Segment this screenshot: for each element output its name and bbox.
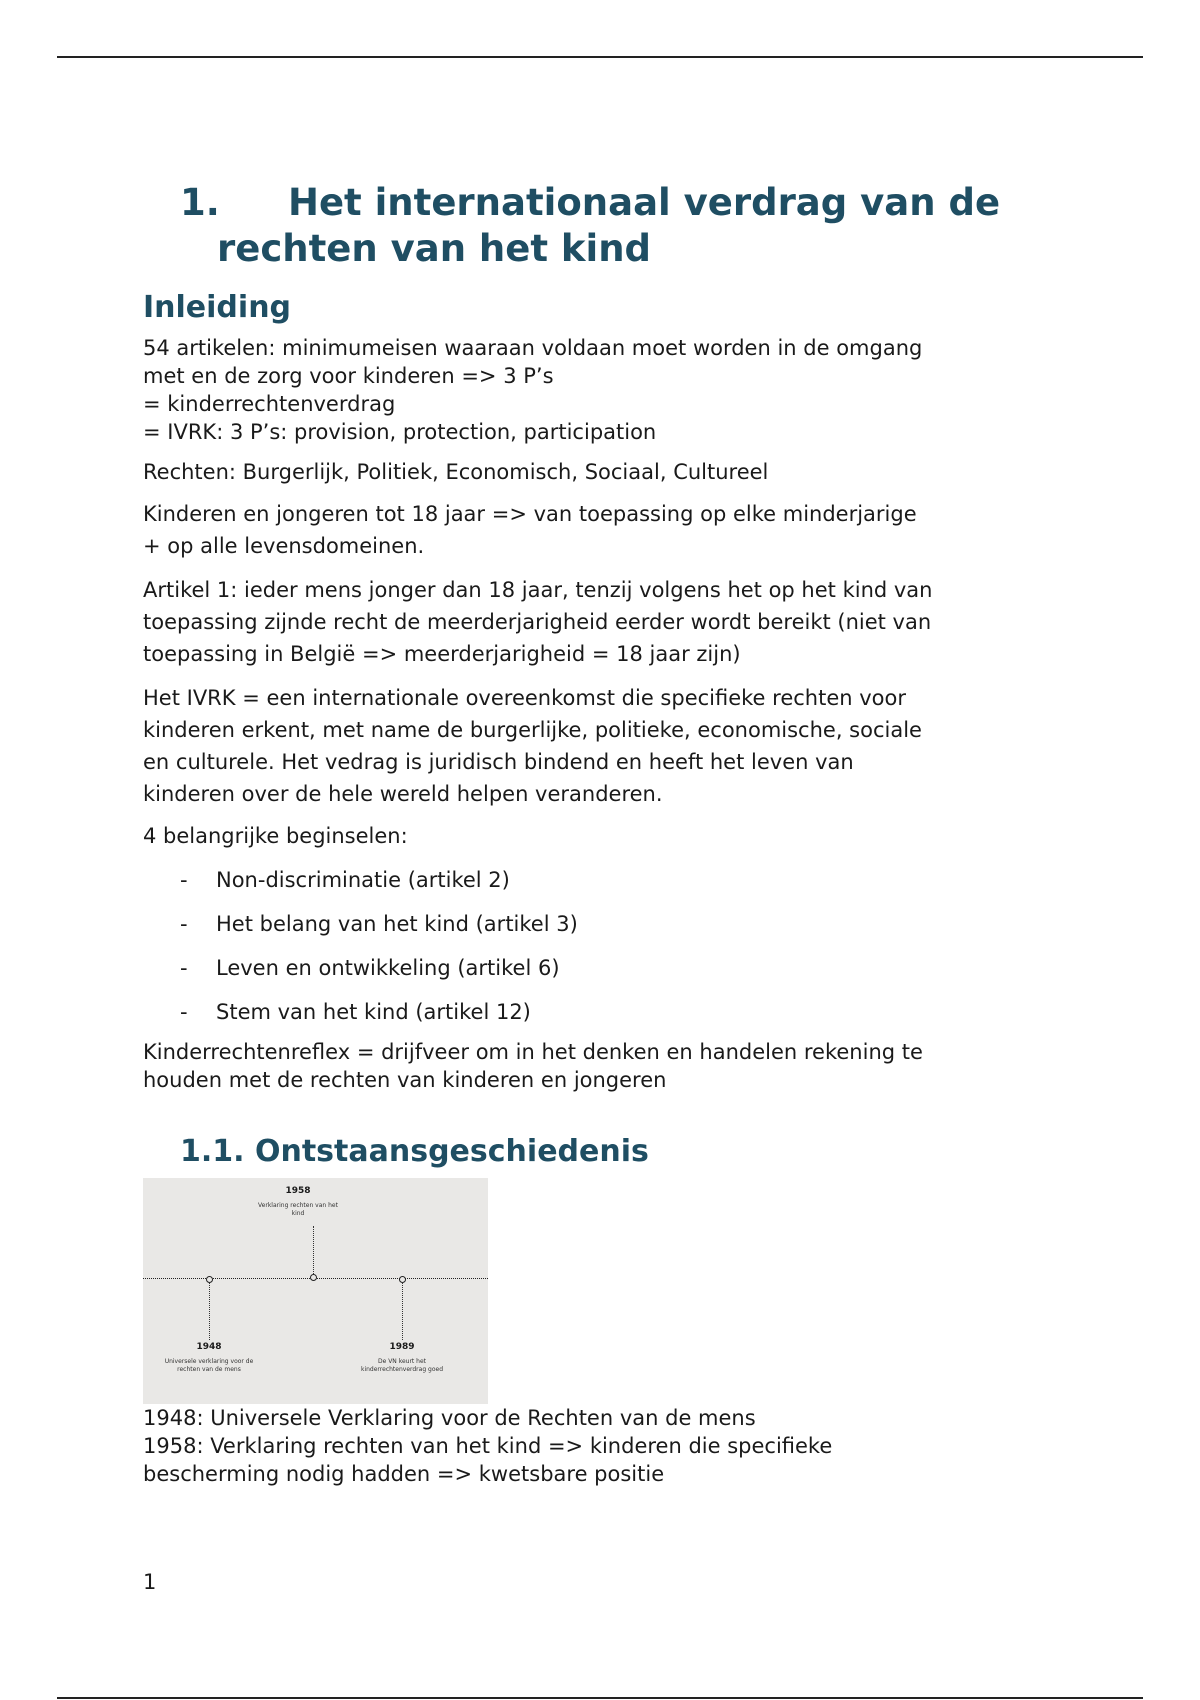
timeline-connector-1989	[402, 1282, 403, 1340]
chapter-title-line-1: Het internationaal verdrag van de	[288, 181, 1001, 224]
list-item-text: Stem van het kind (artikel 12)	[216, 1000, 531, 1024]
text-line: Kinderen en jongeren tot 18 jaar => van toepassing op elke minderjarige	[143, 502, 917, 526]
text-line: 54 artikelen: minimumeisen waaraan voldaan moet worden in de omgang	[143, 336, 923, 360]
timeline-year-1948: 1948	[196, 1342, 222, 1352]
text-line: = kinderrechtenverdrag	[143, 392, 396, 416]
text-line: + op alle levensdomeinen.	[143, 534, 425, 558]
text-line: 1948: Universele Verklaring voor de Rechten van de mens	[143, 1406, 756, 1430]
bullet-marker: -	[180, 1000, 188, 1024]
section-heading-ontstaansgeschiedenis: 1.1. Ontstaansgeschiedenis	[180, 1134, 649, 1169]
text-line: met en de zorg voor kinderen => 3 P’s	[143, 364, 554, 388]
timeline-label-1948: Universele verklaring voor de rechten van de mens	[164, 1358, 254, 1373]
list-item-text: Leven en ontwikkeling (artikel 6)	[216, 956, 560, 980]
ivrk-paragraph	[143, 682, 1063, 810]
bullet-marker: -	[180, 956, 188, 980]
timeline-connector-1958	[313, 1226, 314, 1276]
timeline-connector-1948	[209, 1282, 210, 1340]
text-line: houden met de rechten van kinderen en jongeren	[143, 1068, 667, 1092]
reflex-paragraph	[143, 1038, 1063, 1094]
page-number: 1	[143, 1570, 157, 1594]
intro-paragraph	[143, 334, 1063, 446]
text-line: Artikel 1: ieder mens jonger dan 18 jaar, tenzij volgens het op het kind van	[143, 578, 933, 602]
timeline-label-1989: De VN keurt het kinderrechtenverdrag goed	[360, 1358, 444, 1373]
list-item-text: Het belang van het kind (artikel 3)	[216, 912, 578, 936]
list-item-text: Non-discriminatie (artikel 2)	[216, 868, 510, 892]
bullet-marker: -	[180, 912, 188, 936]
beginselen-list	[143, 866, 1063, 1026]
rechten-paragraph: Rechten: Burgerlijk, Politiek, Economisch, Sociaal, Cultureel	[143, 460, 769, 484]
timeline-image	[143, 1178, 488, 1404]
bottom-rule	[57, 1697, 1143, 1699]
text-line: Het IVRK = een internationale overeenkomst die specifieke rechten voor	[143, 686, 906, 710]
text-line: kinderen erkent, met name de burgerlijke, politieke, economische, sociale	[143, 718, 922, 742]
chapter-number: 1.	[180, 181, 220, 224]
artikel1-paragraph	[143, 574, 1063, 670]
kinderen-paragraph	[143, 498, 1063, 562]
timeline-year-1958: 1958	[285, 1186, 311, 1196]
text-line: 1958: Verklaring rechten van het kind => kinderen die specifieke	[143, 1434, 833, 1458]
top-rule	[57, 56, 1143, 58]
section-heading-inleiding: Inleiding	[143, 290, 292, 325]
chapter-title-line-2: rechten van het kind	[217, 227, 652, 270]
chapter-heading	[143, 180, 1063, 272]
text-line: = IVRK: 3 P’s: provision, protection, participation	[143, 420, 657, 444]
text-line: toepassing in België => meerderjarigheid = 18 jaar zijn)	[143, 642, 741, 666]
list-item	[143, 954, 1063, 982]
list-item	[143, 998, 1063, 1026]
beginselen-intro: 4 belangrijke beginselen:	[143, 824, 408, 848]
text-line: kinderen over de hele wereld helpen veranderen.	[143, 782, 663, 806]
timeline-label-1958: Verklaring rechten van het kind	[258, 1202, 338, 1217]
text-line: Kinderrechtenreflex = drijfveer om in het denken en handelen rekening te	[143, 1040, 923, 1064]
ontstaan-paragraph	[143, 1404, 1063, 1488]
text-line: toepassing zijnde recht de meerderjarigheid eerder wordt bereikt (niet van	[143, 610, 932, 634]
timeline-marker-1958	[310, 1274, 317, 1281]
list-item	[143, 866, 1063, 894]
page-content	[143, 180, 1063, 1488]
text-line: bescherming nodig hadden => kwetsbare positie	[143, 1462, 665, 1486]
text-line: en culturele. Het vedrag is juridisch bindend en heeft het leven van	[143, 750, 854, 774]
bullet-marker: -	[180, 868, 188, 892]
timeline-year-1989: 1989	[389, 1342, 415, 1352]
list-item	[143, 910, 1063, 938]
